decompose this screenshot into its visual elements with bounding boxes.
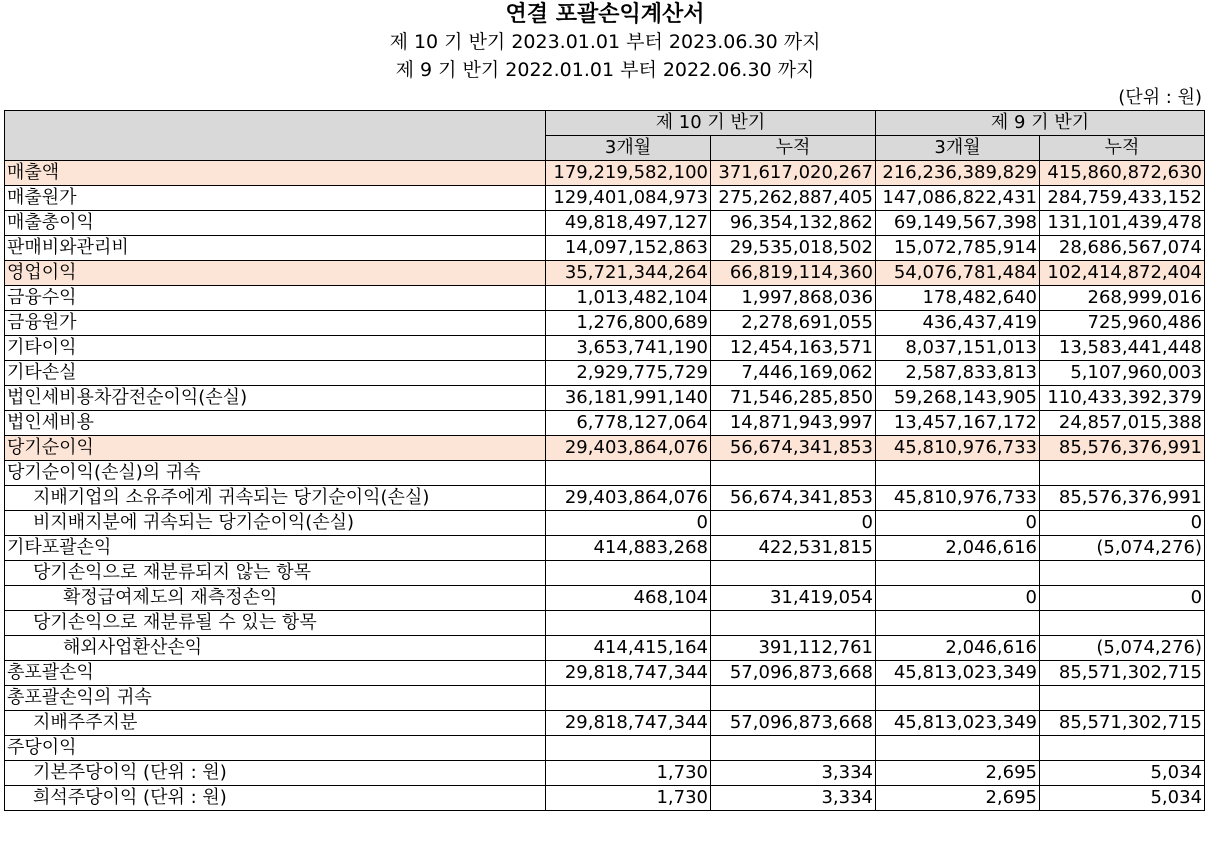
- row-value: 28,686,567,074: [1040, 236, 1205, 261]
- row-value: 1,276,800,689: [546, 311, 711, 336]
- table-row: [5, 536, 1205, 561]
- row-value: 7,446,169,062: [711, 361, 876, 386]
- row-value: 35,721,344,264: [546, 261, 711, 286]
- row-value: 66,819,114,360: [711, 261, 876, 286]
- table-row: [5, 161, 1205, 186]
- row-value: 284,759,433,152: [1040, 186, 1205, 211]
- row-value: [711, 461, 876, 486]
- row-value: 13,583,441,448: [1040, 336, 1205, 361]
- row-value: 2,046,616: [876, 536, 1040, 561]
- row-value: (5,074,276): [1040, 636, 1205, 661]
- document-title: 연결 포괄손익계산서: [505, 2, 705, 27]
- table-row: [5, 386, 1205, 411]
- row-value: 129,401,084,973: [546, 186, 711, 211]
- row-value: [711, 686, 876, 711]
- row-value: 29,818,747,344: [546, 661, 711, 686]
- row-value: 110,433,392,379: [1040, 386, 1205, 411]
- table-row: [5, 561, 1205, 586]
- header-prior-3month: 3개월: [876, 136, 1040, 161]
- row-value: 216,236,389,829: [876, 161, 1040, 186]
- row-value: 5,107,960,003: [1040, 361, 1205, 386]
- row-value: 422,531,815: [711, 536, 876, 561]
- table-row: [5, 311, 1205, 336]
- row-value: 131,101,439,478: [1040, 211, 1205, 236]
- row-value: 45,813,023,349: [876, 711, 1040, 736]
- row-value: [876, 461, 1040, 486]
- header-current-3month: 3개월: [546, 136, 711, 161]
- table-row: [5, 236, 1205, 261]
- row-value: [1040, 611, 1205, 636]
- row-label: 금융수익: [5, 286, 546, 311]
- row-value: 85,576,376,991: [1040, 486, 1205, 511]
- table-row: [5, 511, 1205, 536]
- row-value: 2,929,775,729: [546, 361, 711, 386]
- row-value: 56,674,341,853: [711, 486, 876, 511]
- row-value: 8,037,151,013: [876, 336, 1040, 361]
- header-current-cumulative: 누적: [711, 136, 876, 161]
- row-value: 57,096,873,668: [711, 711, 876, 736]
- row-value: 178,482,640: [876, 286, 1040, 311]
- period-current: 제 10 기 반기 2023.01.01 부터 2023.06.30 까지: [389, 31, 821, 53]
- row-value: [546, 461, 711, 486]
- row-value: [1040, 461, 1205, 486]
- row-value: 391,112,761: [711, 636, 876, 661]
- row-label: 매출액: [5, 161, 546, 186]
- row-value: [876, 611, 1040, 636]
- row-value: 0: [546, 511, 711, 536]
- header-row-groups: [5, 111, 1205, 136]
- table-row: [5, 611, 1205, 636]
- row-value: [876, 686, 1040, 711]
- row-value: 29,403,864,076: [546, 436, 711, 461]
- row-value: 14,871,943,997: [711, 411, 876, 436]
- row-value: 1,730: [546, 761, 711, 786]
- row-value: 29,818,747,344: [546, 711, 711, 736]
- row-value: [711, 611, 876, 636]
- row-label: 당기손익으로 재분류될 수 있는 항목: [5, 611, 546, 636]
- row-label: 기타이익: [5, 336, 546, 361]
- row-value: 2,695: [876, 786, 1040, 811]
- header-current-period: 제 10 기 반기: [546, 111, 876, 136]
- row-value: 57,096,873,668: [711, 661, 876, 686]
- table-row: [5, 361, 1205, 386]
- row-value: [546, 611, 711, 636]
- row-value: 96,354,132,862: [711, 211, 876, 236]
- table-row: [5, 211, 1205, 236]
- row-value: [876, 561, 1040, 586]
- table-row: [5, 186, 1205, 211]
- row-value: 371,617,020,267: [711, 161, 876, 186]
- row-label: 법인세비용차감전순이익(손실): [5, 386, 546, 411]
- header-prior-period: 제 9 기 반기: [876, 111, 1205, 136]
- row-value: 2,046,616: [876, 636, 1040, 661]
- header-prior-cumulative: 누적: [1040, 136, 1205, 161]
- row-label: 희석주당이익 (단위 : 원): [5, 786, 546, 811]
- row-value: [1040, 686, 1205, 711]
- row-value: 24,857,015,388: [1040, 411, 1205, 436]
- header-blank-cell: [5, 111, 546, 161]
- row-label: 확정급여제도의 재측정손익: [5, 586, 546, 611]
- row-label: 당기순이익: [5, 436, 546, 461]
- row-value: 85,571,302,715: [1040, 711, 1205, 736]
- row-value: 2,587,833,813: [876, 361, 1040, 386]
- row-value: 5,034: [1040, 786, 1205, 811]
- row-label: 기타포괄손익: [5, 536, 546, 561]
- period-prior: 제 9 기 반기 2022.01.01 부터 2022.06.30 까지: [395, 59, 815, 81]
- row-value: 13,457,167,172: [876, 411, 1040, 436]
- row-value: 1,013,482,104: [546, 286, 711, 311]
- row-label: 금융원가: [5, 311, 546, 336]
- table-row: [5, 411, 1205, 436]
- table-row: [5, 486, 1205, 511]
- unit-note: (단위 : 원): [1118, 87, 1202, 108]
- row-value: 29,403,864,076: [546, 486, 711, 511]
- row-value: [1040, 736, 1205, 761]
- row-label: 해외사업환산손익: [5, 636, 546, 661]
- row-label: 판매비와관리비: [5, 236, 546, 261]
- row-label: 지배주주지분: [5, 711, 546, 736]
- row-value: [1040, 561, 1205, 586]
- row-label: 주당이익: [5, 736, 546, 761]
- row-value: [546, 736, 711, 761]
- row-label: 법인세비용: [5, 411, 546, 436]
- table-row: [5, 736, 1205, 761]
- row-value: 0: [876, 586, 1040, 611]
- row-value: 268,999,016: [1040, 286, 1205, 311]
- row-value: 5,034: [1040, 761, 1205, 786]
- table-row: [5, 336, 1205, 361]
- row-label: 지배기업의 소유주에게 귀속되는 당기순이익(손실): [5, 486, 546, 511]
- row-value: 29,535,018,502: [711, 236, 876, 261]
- row-value: 59,268,143,905: [876, 386, 1040, 411]
- row-label: 기본주당이익 (단위 : 원): [5, 761, 546, 786]
- table-row: [5, 586, 1205, 611]
- row-value: 0: [1040, 511, 1205, 536]
- row-label: 총포괄손익: [5, 661, 546, 686]
- table-row: [5, 711, 1205, 736]
- table-row: [5, 261, 1205, 286]
- row-value: 147,086,822,431: [876, 186, 1040, 211]
- row-value: 3,334: [711, 786, 876, 811]
- row-value: 1,997,868,036: [711, 286, 876, 311]
- row-value: 1,730: [546, 786, 711, 811]
- table-body: [5, 161, 1205, 811]
- row-label: 총포괄손익의 귀속: [5, 686, 546, 711]
- row-value: 69,149,567,398: [876, 211, 1040, 236]
- row-label: 당기순이익(손실)의 귀속: [5, 461, 546, 486]
- row-value: 179,219,582,100: [546, 161, 711, 186]
- row-value: [711, 561, 876, 586]
- row-label: 매출총이익: [5, 211, 546, 236]
- row-value: 15,072,785,914: [876, 236, 1040, 261]
- row-value: 2,278,691,055: [711, 311, 876, 336]
- row-value: 3,334: [711, 761, 876, 786]
- table-row: [5, 286, 1205, 311]
- row-value: 0: [711, 511, 876, 536]
- row-value: 14,097,152,863: [546, 236, 711, 261]
- row-value: 12,454,163,571: [711, 336, 876, 361]
- row-value: 85,576,376,991: [1040, 436, 1205, 461]
- row-label: 매출원가: [5, 186, 546, 211]
- row-value: 56,674,341,853: [711, 436, 876, 461]
- row-value: 725,960,486: [1040, 311, 1205, 336]
- table-row: [5, 636, 1205, 661]
- row-value: [546, 561, 711, 586]
- row-value: [876, 736, 1040, 761]
- row-label: 영업이익: [5, 261, 546, 286]
- row-label: 기타손실: [5, 361, 546, 386]
- row-value: 102,414,872,404: [1040, 261, 1205, 286]
- row-value: 436,437,419: [876, 311, 1040, 336]
- table-row: [5, 461, 1205, 486]
- row-value: 414,415,164: [546, 636, 711, 661]
- row-value: 414,883,268: [546, 536, 711, 561]
- row-value: 31,419,054: [711, 586, 876, 611]
- row-value: (5,074,276): [1040, 536, 1205, 561]
- row-value: 0: [1040, 586, 1205, 611]
- row-value: 45,813,023,349: [876, 661, 1040, 686]
- row-label: 당기손익으로 재분류되지 않는 항목: [5, 561, 546, 586]
- row-value: [546, 686, 711, 711]
- row-value: 3,653,741,190: [546, 336, 711, 361]
- row-label: 비지배지분에 귀속되는 당기순이익(손실): [5, 511, 546, 536]
- row-value: 36,181,991,140: [546, 386, 711, 411]
- row-value: 415,860,872,630: [1040, 161, 1205, 186]
- table-row: [5, 761, 1205, 786]
- row-value: 54,076,781,484: [876, 261, 1040, 286]
- row-value: 45,810,976,733: [876, 436, 1040, 461]
- row-value: 468,104: [546, 586, 711, 611]
- row-value: 6,778,127,064: [546, 411, 711, 436]
- row-value: 49,818,497,127: [546, 211, 711, 236]
- table-row: [5, 686, 1205, 711]
- table-row: [5, 436, 1205, 461]
- row-value: 45,810,976,733: [876, 486, 1040, 511]
- row-value: 2,695: [876, 761, 1040, 786]
- income-statement-table: [4, 110, 1205, 811]
- table-row: [5, 786, 1205, 811]
- row-value: 0: [876, 511, 1040, 536]
- table-row: [5, 661, 1205, 686]
- row-value: 275,262,887,405: [711, 186, 876, 211]
- row-value: 71,546,285,850: [711, 386, 876, 411]
- row-value: 85,571,302,715: [1040, 661, 1205, 686]
- row-value: [711, 736, 876, 761]
